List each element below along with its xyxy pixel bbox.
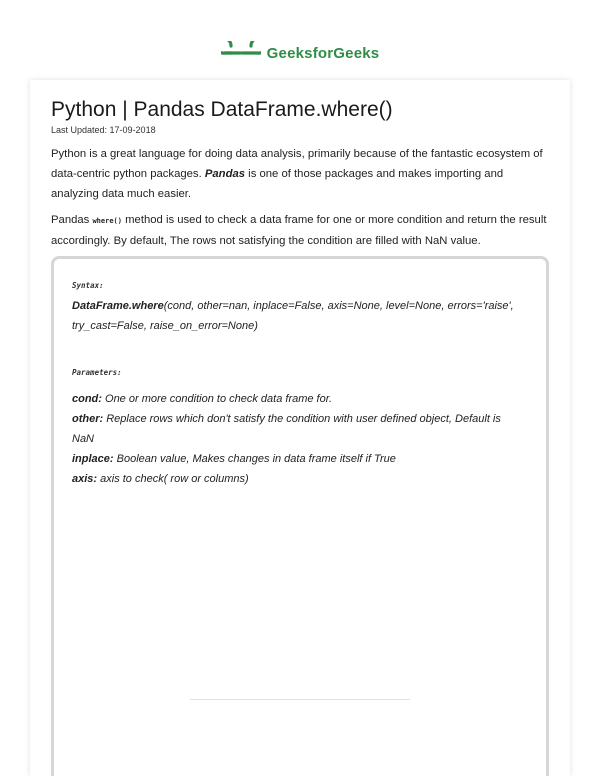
intro-paragraph [51,144,551,204]
parameters-label: Parameters: [72,368,122,377]
param-name: axis: [72,473,98,485]
description-text-b: method is used to check a data frame for one or more condition and return the result accordingly. By default, The rows not satisfying the condition are filled with NaN value. [51,214,547,247]
syntax-signature [72,296,537,336]
description-text-a: Pandas [51,214,93,226]
logo-text: GeeksforGeeks [266,44,380,62]
syntax-label: Syntax: [72,281,104,290]
syntax-func-name: DataFrame.where [72,300,164,312]
param-item [72,409,522,449]
divider [190,699,410,700]
intro-pandas-emphasis: Pandas [204,168,246,180]
param-item [72,469,522,489]
inline-code-where: where() [92,217,122,225]
last-updated: Last Updated: 17-09-2018 [51,125,156,135]
syntax-args: (cond, other=nan, inplace=False, axis=None, level=None, errors='raise', try_cast=False, raise_on_error=None) [72,300,514,332]
param-item [72,389,522,409]
gfg-logo-icon [221,41,261,65]
site-header-logo[interactable] [0,38,600,68]
param-name: inplace: [72,453,114,465]
param-name: other: [72,413,104,425]
param-desc: axis to check( row or columns) [97,473,249,485]
param-item [72,449,522,469]
description-paragraph [51,210,551,251]
intro-text-c: is one of those packages and makes importing and analyzing data much easier. [51,168,504,200]
param-desc: Replace rows which don't satisfy the condition with user defined object, Default is NaN [72,413,501,445]
param-name: cond: [72,393,102,405]
parameters-list [72,389,522,489]
param-desc: Boolean value, Makes changes in data frame itself if True [113,453,396,465]
page-title: Python | Pandas DataFrame.where() [51,98,393,121]
intro-text-a: Python is a great language for doing data analysis, primarily because of the fantastic ecosystem of data-centric python packages. [51,148,543,180]
param-desc: One or more condition to check data frame for. [101,393,333,405]
